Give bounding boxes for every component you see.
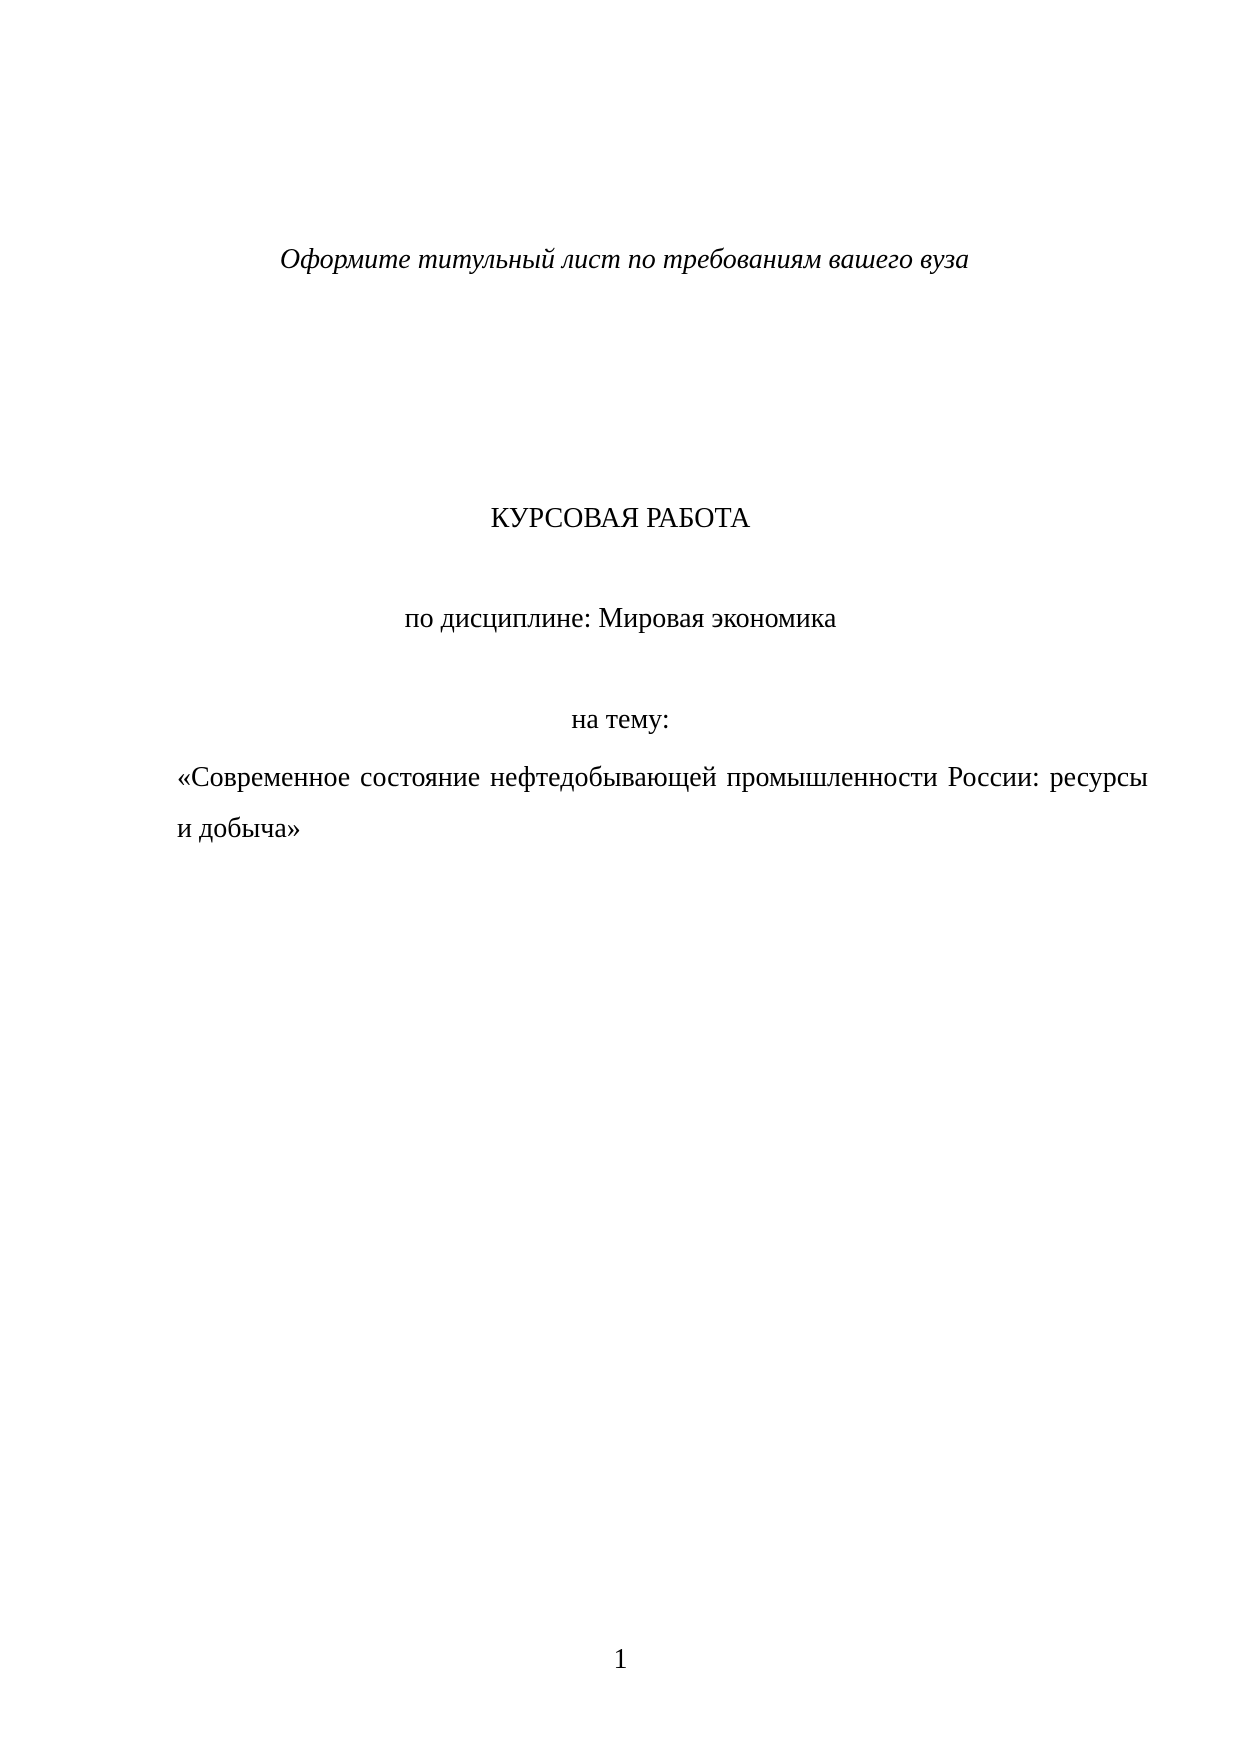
theme-label: на тему: — [571, 704, 670, 735]
instruction-text: Оформите титульный лист по требованиям вашего вуза — [279, 244, 970, 275]
topic-text: «Современное состояние нефтедобывающей промышленности России: ресурсы и добыча» — [177, 762, 1148, 844]
discipline-line: по дисциплине: Мировая экономика — [404, 603, 837, 634]
title-page-instruction — [0, 243, 1241, 277]
page-number: 1 — [613, 1644, 628, 1675]
document-title: КУРСОВАЯ РАБОТА — [490, 503, 751, 534]
